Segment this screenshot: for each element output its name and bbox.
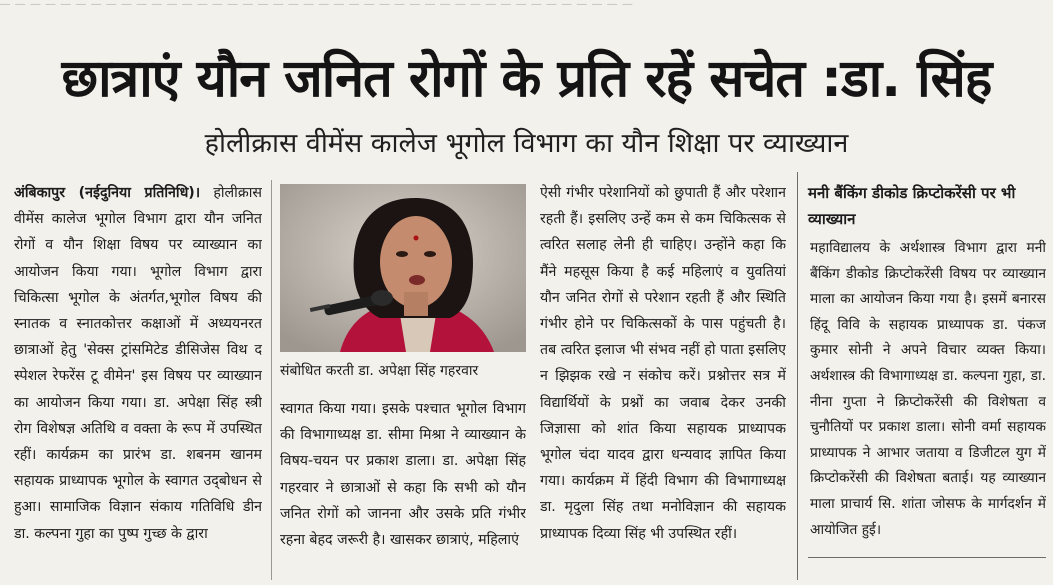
sidebar-headline: मनी बैंकिंग डीकोड क्रिप्टोकरेंसी पर भी व्याख्यान: [808, 184, 1016, 228]
article-column-2: [280, 396, 526, 580]
article-body-part-3: ऐसी गंभीर परेशानियों को छुपाती हैं और परेशान रहती हैं। इसलिए उन्हें कम से कम चिकित्सक से त्वरित सलाह लेनी ही चाहिए। उन्होंने कहा कि मैंने महसूस किया है कई महिलाएं व युवतियां यौन जनित रोगों से परेशान रहती हैं और स्थिति गंभीर होने पर चिकित्सकों के पास पहुंचती है। तब त्वरित इलाज भी संभव नहीं हो पाता इसलिए न झिझक रखे न संकोच करें। प्रश्नोत्तर सत्र में विद्यार्थियों के प्रश्नों का जवाब देकर उनकी जिज्ञासा को शांत किया सहायक प्राध्यापक भूगोल चंदा यादव द्वारा धन्यवाद ज्ञापित किया गया। कार्यक्रम में हिंदी विभाग की विभागाध्यक्ष डा. मृदुला सिंह तथा मनोविज्ञान की सहायक प्राध्यापक दिव्या सिंह भी उपस्थित रहीं।: [540, 185, 786, 542]
sidebar-divider: [797, 172, 798, 580]
article-column-3: [540, 180, 786, 580]
cropped-previous-text-strip: ― ― ― ― ― ― ― ― ― ― ― ― ― ― ― ― ― ― ― ― ― ― ― ― ― ― ― ― ― ― ― ― ― ― ― ― ― ― ― ― ― ―: [0, 0, 634, 10]
article-column-1: [14, 180, 262, 580]
photo-caption: संबोधित करती डा. अपेक्षा सिंह गहरवार: [280, 363, 479, 379]
article-body-part-2: स्वागत किया गया। इसके पश्चात भूगोल विभाग की विभागाध्यक्ष डा. सीमा मिश्रा ने व्याख्यान के विषय-चयन पर प्रकाश डाला। डा. अपेक्षा सिंह गहरवार ने छात्राओं से कहा कि सभी को यौन जनित रोगों को जानना और उसके प्रति गंभीर रहना बेहद जरूरी है। खासकर छात्राएं, महिलाएं: [280, 401, 526, 549]
speaker-photo-illustration: [280, 184, 526, 352]
article-body-part-1: होलीक्रास वीमेंस कालेज भूगोल विभाग द्वारा यौन जनित रोगों व यौन शिक्षा विषय पर व्याख्यान का आयोजन किया गया। भूगोल विभाग द्वारा चिकित्सा भूगोल के अंतर्गत,भूगोल विषय की स्नातक व स्नातकोत्तर कक्षाओं में अध्ययनरत छात्राओं हेतु 'सेक्स ट्रांसमिटेड डीसिजेस विथ द स्पेशल रेफरेंस टू वीमेन' इस विषय पर व्याख्यान का आयोजन किया गया। डा. अपेक्षा सिंह स्त्री रोग विशेषज्ञ अतिथि व वक्ता के रूप में उपस्थित रहीं। कार्यक्रम का प्रारंभ डा. शबनम खानम सहायक प्राध्यापक भूगोल के स्वागत उद्‌बोधन से हुआ। सामाजिक विज्ञान संकाय गतिविधि डीन डा. कल्पना गुहा का पुष्प गुच्छ के द्वारा: [14, 185, 262, 542]
subheadline: होलीक्रास वीमेंस कालेज भूगोल विभाग का यौन शिक्षा पर व्याख्यान: [204, 128, 849, 159]
sidebar-end-rule: [808, 557, 1046, 558]
dateline: अंबिकापुर (नईदुनिया प्रतिनिधि)।: [14, 185, 201, 201]
column-divider: [271, 180, 272, 580]
speaker-photo: [280, 184, 526, 352]
sidebar-article: [810, 236, 1046, 556]
sidebar-body: महाविद्यालय के अर्थशास्त्र विभाग द्वारा मनी बैंकिंग डीकोड क्रिप्टोकरेंसी विषय पर व्याख्यान माला का आयोजन किया गया है। इसमें बनारस हिंदू विवि के सहायक प्राध्यापक डा. पंकज कुमार सोनी ने अपने विचार व्यक्त किया। अर्थशास्त्र की विभागाध्यक्ष डा. कल्पना गुहा, डा. नीना गुप्ता ने क्रिप्टोकरेंसी की विशेषता व चुनौतियों पर प्रकाश डाला। सोनी वर्मा सहायक प्राध्यापक ने आभार जताया व डिजीटल युग में क्रिप्टोकरेंसी की विशेषता बताई। यह व्याख्यान माला प्राचार्य सि. शांता जोसफ के मार्गदर्शन में आयोजित हुई।: [810, 240, 1046, 538]
headline: छात्राएं यौन जनित रोगों के प्रति रहें सचेत :डा. सिंह: [61, 49, 992, 109]
